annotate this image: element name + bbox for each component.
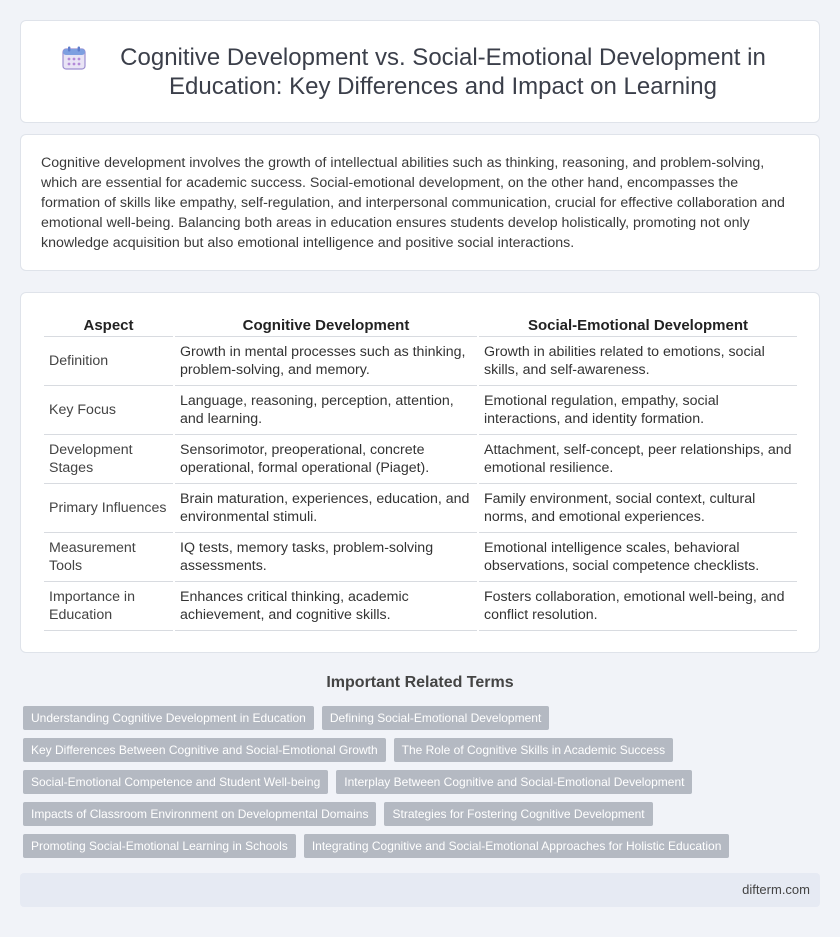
- footer: [20, 873, 820, 907]
- table-row: [44, 435, 797, 484]
- cognitive-cell: Language, reasoning, perception, attention, and learning.: [175, 386, 477, 435]
- related-term-tag[interactable]: Social-Emotional Competence and Student Well-being: [23, 770, 328, 794]
- social-emotional-cell: Emotional intelligence scales, behavioral observations, social competence checklists.: [479, 533, 797, 582]
- table-row: [44, 533, 797, 582]
- related-term-tag[interactable]: Impacts of Classroom Environment on Developmental Domains: [23, 802, 376, 826]
- social-emotional-cell: Fosters collaboration, emotional well-being, and conflict resolution.: [479, 582, 797, 631]
- social-emotional-cell: Attachment, self-concept, peer relationships, and emotional resilience.: [479, 435, 797, 484]
- page-title: Cognitive Development vs. Social-Emotional Development in Education: Key Differences and Impact on Learning: [120, 43, 766, 100]
- intro-paragraph: Cognitive development involves the growth of intellectual abilities such as thinking, reasoning, and problem-solving, which are essential for academic success. Social-emotional development, on the other hand, encompasses the formation of skills like empathy, self-regulation, and interpersonal communication, crucial for effective collaboration and emotional well-being. Balancing both areas in education ensures students develop holistically, promoting not only knowledge acquisition but also emotional intelligence and positive social interactions.: [41, 155, 785, 251]
- table-header-row: [44, 313, 797, 337]
- table-row: [44, 582, 797, 631]
- footer-brand-link[interactable]: difterm.com: [742, 882, 810, 897]
- cognitive-cell: Sensorimotor, preoperational, concrete operational, formal operational (Piaget).: [175, 435, 477, 484]
- social-emotional-cell: Family environment, social context, cultural norms, and emotional experiences.: [479, 484, 797, 533]
- tag-row: [23, 802, 823, 826]
- tag-row: [23, 706, 823, 730]
- aspect-cell: Definition: [44, 337, 173, 386]
- header-social-emotional: Social-Emotional Development: [479, 313, 797, 337]
- aspect-cell: Key Focus: [44, 386, 173, 435]
- related-term-tag[interactable]: Interplay Between Cognitive and Social-Emotional Development: [336, 770, 692, 794]
- table-row: [44, 337, 797, 386]
- social-emotional-cell: Emotional regulation, empathy, social interactions, and identity formation.: [479, 386, 797, 435]
- aspect-cell: Importance in Education: [44, 582, 173, 631]
- related-terms-list: [23, 706, 823, 866]
- table-row: [44, 484, 797, 533]
- aspect-cell: Measurement Tools: [44, 533, 173, 582]
- cognitive-cell: IQ tests, memory tasks, problem-solving assessments.: [175, 533, 477, 582]
- header-cognitive: Cognitive Development: [175, 313, 477, 337]
- comparison-table: [42, 313, 799, 631]
- related-term-tag[interactable]: Promoting Social-Emotional Learning in Schools: [23, 834, 296, 858]
- calendar-icon: [61, 45, 87, 71]
- related-term-tag[interactable]: Defining Social-Emotional Development: [322, 706, 549, 730]
- tag-row: [23, 834, 823, 858]
- related-term-tag[interactable]: Strategies for Fostering Cognitive Development: [384, 802, 652, 826]
- aspect-cell: Primary Influences: [44, 484, 173, 533]
- social-emotional-cell: Growth in abilities related to emotions, social skills, and self-awareness.: [479, 337, 797, 386]
- related-terms-heading: Important Related Terms: [326, 674, 514, 691]
- aspect-cell: Development Stages: [44, 435, 173, 484]
- related-term-tag[interactable]: Integrating Cognitive and Social-Emotional Approaches for Holistic Education: [304, 834, 730, 858]
- related-term-tag[interactable]: Understanding Cognitive Development in Education: [23, 706, 314, 730]
- table-row: [44, 386, 797, 435]
- comparison-table-card: [20, 292, 820, 653]
- cognitive-cell: Enhances critical thinking, academic achievement, and cognitive skills.: [175, 582, 477, 631]
- intro-card: [20, 134, 820, 271]
- cognitive-cell: Brain maturation, experiences, education, and environmental stimuli.: [175, 484, 477, 533]
- title-card: [20, 20, 820, 123]
- title-wrap: [21, 43, 819, 101]
- related-term-tag[interactable]: The Role of Cognitive Skills in Academic Success: [394, 738, 673, 762]
- header-aspect: Aspect: [44, 313, 173, 337]
- cognitive-cell: Growth in mental processes such as thinking, problem-solving, and memory.: [175, 337, 477, 386]
- tag-row: [23, 738, 823, 762]
- tag-row: [23, 770, 823, 794]
- related-term-tag[interactable]: Key Differences Between Cognitive and Social-Emotional Growth: [23, 738, 386, 762]
